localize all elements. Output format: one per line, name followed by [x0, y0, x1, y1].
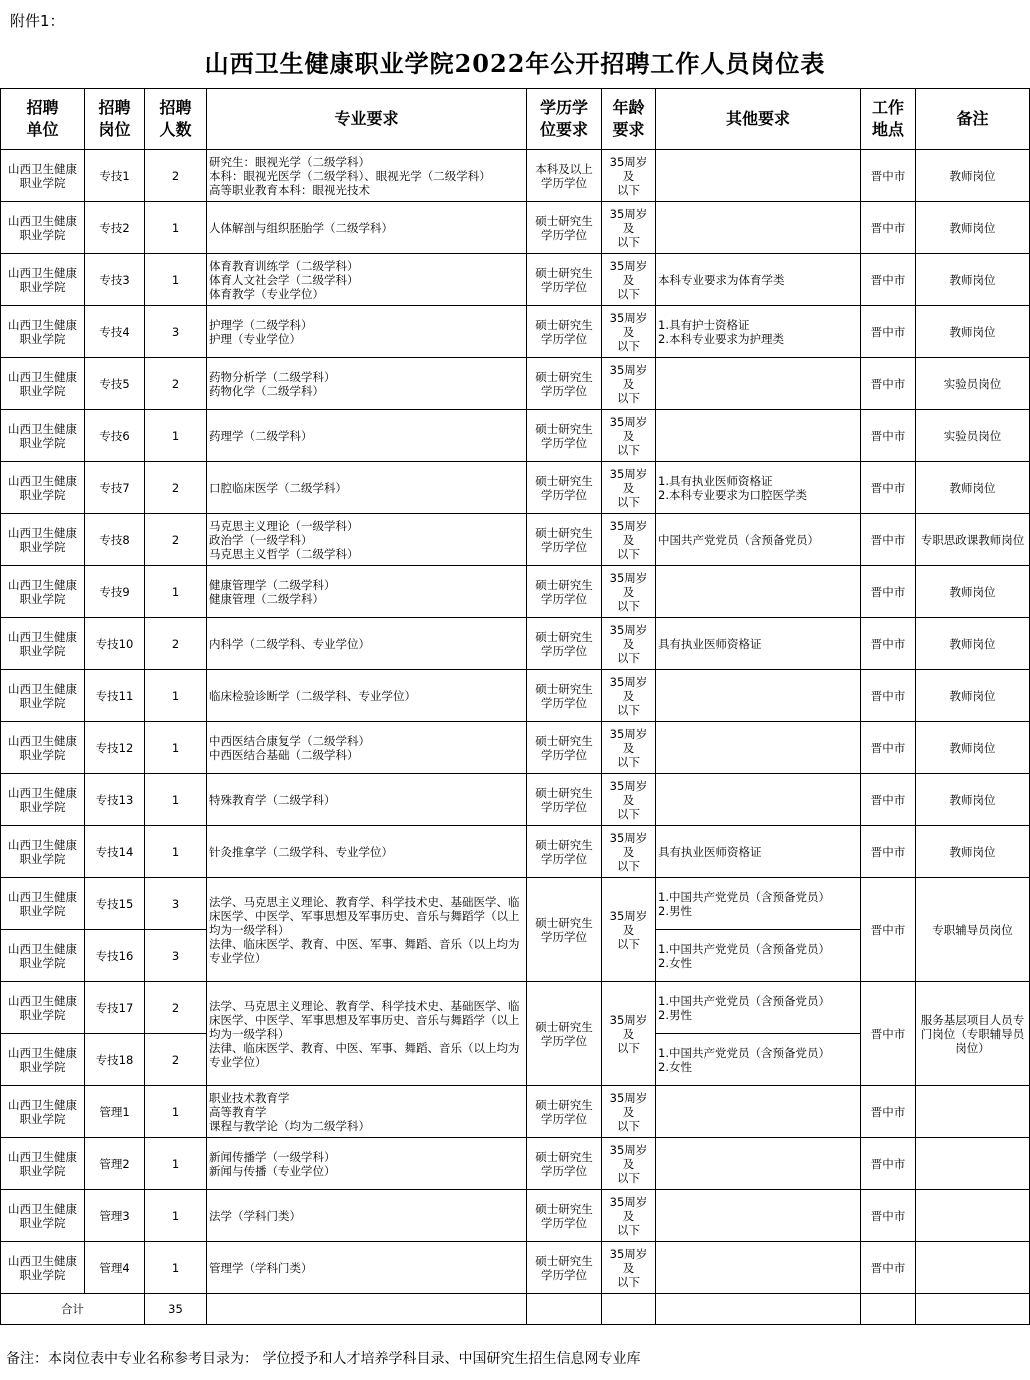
table-row: [1, 1138, 1030, 1190]
age-cell: 35周岁及 以下: [602, 358, 656, 410]
unit-cell: 山西卫生健康 职业学院: [1, 514, 85, 566]
count-cell: 3: [145, 878, 207, 930]
table-row: [1, 462, 1030, 514]
count-cell: 1: [145, 826, 207, 878]
table-row: [1, 982, 1030, 1034]
count-cell: 1: [145, 254, 207, 306]
post-cell: 专技18: [85, 1034, 145, 1086]
education-cell: 硕士研究生 学历学位: [527, 826, 602, 878]
total-count: 35: [145, 1294, 207, 1325]
age-cell: 35周岁及 以下: [602, 410, 656, 462]
major-cell: 药理学（二级学科）: [207, 410, 527, 462]
education-cell: 硕士研究生 学历学位: [527, 878, 602, 982]
empty-cell: [207, 1294, 527, 1325]
other-cell: [656, 1190, 861, 1242]
unit-cell: 山西卫生健康 职业学院: [1, 358, 85, 410]
location-cell: 晋中市: [861, 410, 916, 462]
remark-cell: 实验员岗位: [916, 358, 1030, 410]
post-cell: 专技5: [85, 358, 145, 410]
unit-cell: 山西卫生健康 职业学院: [1, 774, 85, 826]
post-cell: 专技15: [85, 878, 145, 930]
table-row: [1, 1242, 1030, 1294]
header-other: 其他要求: [656, 89, 861, 150]
other-cell: [656, 150, 861, 202]
age-cell: 35周岁及 以下: [602, 202, 656, 254]
footnote: 备注：本岗位表中专业名称参考目录为： 学位授予和人才培养学科目录、中国研究生招生信息网专业库: [6, 1351, 641, 1367]
count-cell: 1: [145, 202, 207, 254]
remark-cell: 教师岗位: [916, 150, 1030, 202]
other-cell: [656, 358, 861, 410]
location-cell: 晋中市: [861, 722, 916, 774]
location-cell: 晋中市: [861, 566, 916, 618]
major-cell: 临床检验诊断学（二级学科、专业学位）: [207, 670, 527, 722]
major-cell: 健康管理学（二级学科） 健康管理（二级学科）: [207, 566, 527, 618]
table-row: [1, 358, 1030, 410]
header-post: 招聘 岗位: [85, 89, 145, 150]
education-cell: 硕士研究生 学历学位: [527, 566, 602, 618]
remark-cell: 教师岗位: [916, 202, 1030, 254]
table-row: [1, 826, 1030, 878]
education-cell: 硕士研究生 学历学位: [527, 1138, 602, 1190]
count-cell: 3: [145, 306, 207, 358]
count-cell: 1: [145, 1190, 207, 1242]
age-cell: 35周岁及 以下: [602, 1242, 656, 1294]
other-cell: [656, 1086, 861, 1138]
education-cell: 硕士研究生 学历学位: [527, 254, 602, 306]
age-cell: 35周岁及 以下: [602, 254, 656, 306]
unit-cell: 山西卫生健康 职业学院: [1, 982, 85, 1034]
other-cell: [656, 1138, 861, 1190]
major-cell: 内科学（二级学科、专业学位）: [207, 618, 527, 670]
other-cell: [656, 722, 861, 774]
location-cell: 晋中市: [861, 150, 916, 202]
age-cell: 35周岁及 以下: [602, 982, 656, 1086]
other-cell: 中国共产党党员（含预备党员）: [656, 514, 861, 566]
post-cell: 专技9: [85, 566, 145, 618]
other-cell: [656, 410, 861, 462]
age-cell: 35周岁及 以下: [602, 150, 656, 202]
remark-cell: [916, 1138, 1030, 1190]
location-cell: 晋中市: [861, 618, 916, 670]
age-cell: 35周岁及 以下: [602, 826, 656, 878]
major-cell: 法学、马克思主义理论、教育学、科学技术史、基础医学、临床医学、中医学、军事思想及军事历史、音乐与舞蹈学（以上均为一级学科） 法律、临床医学、教育、中医、军事、舞蹈、音乐（以上均为专业学位）: [207, 982, 527, 1086]
location-cell: 晋中市: [861, 306, 916, 358]
other-cell: [656, 1242, 861, 1294]
major-cell: 针灸推拿学（二级学科、专业学位）: [207, 826, 527, 878]
count-cell: 1: [145, 670, 207, 722]
table-row: [1, 774, 1030, 826]
other-cell: 1.中国共产党党员（含预备党员） 2.女性: [656, 930, 861, 982]
table-row: [1, 306, 1030, 358]
unit-cell: 山西卫生健康 职业学院: [1, 878, 85, 930]
recruitment-table: [0, 88, 1030, 1325]
remark-cell: 教师岗位: [916, 826, 1030, 878]
remark-cell: 教师岗位: [916, 670, 1030, 722]
header-row: [1, 89, 1030, 150]
post-cell: 专技14: [85, 826, 145, 878]
age-cell: 35周岁及 以下: [602, 1190, 656, 1242]
major-cell: 体育教育训练学（二级学科） 体育人文社会学（二级学科） 体育教学（专业学位）: [207, 254, 527, 306]
count-cell: 1: [145, 722, 207, 774]
table-row: [1, 1190, 1030, 1242]
post-cell: 专技6: [85, 410, 145, 462]
unit-cell: 山西卫生健康 职业学院: [1, 410, 85, 462]
table-row: [1, 566, 1030, 618]
other-cell: 1.具有执业医师资格证 2.本科专业要求为口腔医学类: [656, 462, 861, 514]
post-cell: 专技8: [85, 514, 145, 566]
remark-cell: [916, 1086, 1030, 1138]
age-cell: 35周岁及 以下: [602, 306, 656, 358]
count-cell: 2: [145, 514, 207, 566]
education-cell: 硕士研究生 学历学位: [527, 306, 602, 358]
location-cell: 晋中市: [861, 826, 916, 878]
count-cell: 1: [145, 566, 207, 618]
header-unit: 招聘 单位: [1, 89, 85, 150]
location-cell: 晋中市: [861, 774, 916, 826]
age-cell: 35周岁及 以下: [602, 566, 656, 618]
remark-cell: 教师岗位: [916, 462, 1030, 514]
age-cell: 35周岁及 以下: [602, 462, 656, 514]
education-cell: 硕士研究生 学历学位: [527, 1242, 602, 1294]
remark-cell: [916, 1242, 1030, 1294]
location-cell: 晋中市: [861, 982, 916, 1086]
table-row: [1, 722, 1030, 774]
empty-cell: [527, 1294, 602, 1325]
unit-cell: 山西卫生健康 职业学院: [1, 1190, 85, 1242]
unit-cell: 山西卫生健康 职业学院: [1, 618, 85, 670]
header-age: 年龄 要求: [602, 89, 656, 150]
post-cell: 管理4: [85, 1242, 145, 1294]
header-education: 学历学 位要求: [527, 89, 602, 150]
education-cell: 本科及以上 学历学位: [527, 150, 602, 202]
other-cell: 本科专业要求为体育学类: [656, 254, 861, 306]
remark-cell: [916, 1190, 1030, 1242]
education-cell: 硕士研究生 学历学位: [527, 1190, 602, 1242]
count-cell: 2: [145, 982, 207, 1034]
count-cell: 1: [145, 1242, 207, 1294]
remark-cell: 专职思政课教师岗位: [916, 514, 1030, 566]
unit-cell: 山西卫生健康 职业学院: [1, 1034, 85, 1086]
other-cell: [656, 202, 861, 254]
unit-cell: 山西卫生健康 职业学院: [1, 826, 85, 878]
remark-cell: 教师岗位: [916, 306, 1030, 358]
other-cell: [656, 774, 861, 826]
major-cell: 职业技术教育学 高等教育学 课程与教学论（均为二级学科）: [207, 1086, 527, 1138]
age-cell: 35周岁及 以下: [602, 1138, 656, 1190]
unit-cell: 山西卫生健康 职业学院: [1, 1138, 85, 1190]
education-cell: 硕士研究生 学历学位: [527, 514, 602, 566]
header-count: 招聘 人数: [145, 89, 207, 150]
table-row: [1, 618, 1030, 670]
count-cell: 1: [145, 1086, 207, 1138]
major-cell: 中西医结合康复学（二级学科） 中西医结合基础（二级学科）: [207, 722, 527, 774]
post-cell: 专技11: [85, 670, 145, 722]
remark-cell: 教师岗位: [916, 618, 1030, 670]
education-cell: 硕士研究生 学历学位: [527, 462, 602, 514]
post-cell: 专技7: [85, 462, 145, 514]
location-cell: 晋中市: [861, 202, 916, 254]
empty-cell: [656, 1294, 861, 1325]
unit-cell: 山西卫生健康 职业学院: [1, 202, 85, 254]
unit-cell: 山西卫生健康 职业学院: [1, 306, 85, 358]
post-cell: 管理2: [85, 1138, 145, 1190]
unit-cell: 山西卫生健康 职业学院: [1, 930, 85, 982]
post-cell: 专技12: [85, 722, 145, 774]
table-row: [1, 878, 1030, 930]
age-cell: 35周岁及 以下: [602, 618, 656, 670]
unit-cell: 山西卫生健康 职业学院: [1, 1242, 85, 1294]
location-cell: 晋中市: [861, 462, 916, 514]
post-cell: 专技10: [85, 618, 145, 670]
count-cell: 1: [145, 1138, 207, 1190]
other-cell: 具有执业医师资格证: [656, 826, 861, 878]
header-location: 工作 地点: [861, 89, 916, 150]
age-cell: 35周岁及 以下: [602, 722, 656, 774]
age-cell: 35周岁及 以下: [602, 774, 656, 826]
other-cell: 1.具有护士资格证 2.本科专业要求为护理类: [656, 306, 861, 358]
total-label: 合计: [1, 1294, 145, 1325]
unit-cell: 山西卫生健康 职业学院: [1, 1086, 85, 1138]
unit-cell: 山西卫生健康 职业学院: [1, 722, 85, 774]
count-cell: 2: [145, 150, 207, 202]
header-remark: 备注: [916, 89, 1030, 150]
table-row: [1, 514, 1030, 566]
remark-cell: 实验员岗位: [916, 410, 1030, 462]
remark-cell: 教师岗位: [916, 254, 1030, 306]
location-cell: 晋中市: [861, 1190, 916, 1242]
age-cell: 35周岁及 以下: [602, 670, 656, 722]
count-cell: 2: [145, 358, 207, 410]
post-cell: 专技3: [85, 254, 145, 306]
major-cell: 管理学（学科门类）: [207, 1242, 527, 1294]
education-cell: 硕士研究生 学历学位: [527, 982, 602, 1086]
location-cell: 晋中市: [861, 670, 916, 722]
remark-cell: 服务基层项目人员专门岗位（专职辅导员岗位）: [916, 982, 1030, 1086]
remark-cell: 专职辅导员岗位: [916, 878, 1030, 982]
location-cell: 晋中市: [861, 254, 916, 306]
count-cell: 2: [145, 462, 207, 514]
location-cell: 晋中市: [861, 358, 916, 410]
remark-cell: 教师岗位: [916, 566, 1030, 618]
other-cell: 1.中国共产党党员（含预备党员） 2.男性: [656, 982, 861, 1034]
unit-cell: 山西卫生健康 职业学院: [1, 462, 85, 514]
table-row: [1, 1086, 1030, 1138]
header-major: 专业要求: [207, 89, 527, 150]
major-cell: 特殊教育学（二级学科）: [207, 774, 527, 826]
unit-cell: 山西卫生健康 职业学院: [1, 150, 85, 202]
education-cell: 硕士研究生 学历学位: [527, 1086, 602, 1138]
education-cell: 硕士研究生 学历学位: [527, 358, 602, 410]
remark-cell: 教师岗位: [916, 722, 1030, 774]
count-cell: 2: [145, 618, 207, 670]
table-row: [1, 202, 1030, 254]
major-cell: 口腔临床医学（二级学科）: [207, 462, 527, 514]
table-row: [1, 670, 1030, 722]
empty-cell: [861, 1294, 916, 1325]
remark-cell: 教师岗位: [916, 774, 1030, 826]
page-title: 山西卫生健康职业学院2022年公开招聘工作人员岗位表: [204, 49, 826, 78]
location-cell: 晋中市: [861, 514, 916, 566]
major-cell: 研究生：眼视光学（二级学科） 本科：眼视光医学（二级学科）、眼视光学（二级学科） 高等职业教育本科：眼视光技术: [207, 150, 527, 202]
education-cell: 硕士研究生 学历学位: [527, 774, 602, 826]
post-cell: 管理3: [85, 1190, 145, 1242]
location-cell: 晋中市: [861, 878, 916, 982]
annex-label: 附件1：: [10, 12, 65, 30]
other-cell: 1.中国共产党党员（含预备党员） 2.男性: [656, 878, 861, 930]
unit-cell: 山西卫生健康 职业学院: [1, 670, 85, 722]
age-cell: 35周岁及 以下: [602, 878, 656, 982]
location-cell: 晋中市: [861, 1242, 916, 1294]
other-cell: 1.中国共产党党员（含预备党员） 2.女性: [656, 1034, 861, 1086]
post-cell: 专技1: [85, 150, 145, 202]
table-row: [1, 410, 1030, 462]
age-cell: 35周岁及 以下: [602, 514, 656, 566]
education-cell: 硕士研究生 学历学位: [527, 202, 602, 254]
age-cell: 35周岁及 以下: [602, 1086, 656, 1138]
post-cell: 管理1: [85, 1086, 145, 1138]
table-row: [1, 150, 1030, 202]
count-cell: 2: [145, 1034, 207, 1086]
unit-cell: 山西卫生健康 职业学院: [1, 566, 85, 618]
other-cell: [656, 566, 861, 618]
education-cell: 硕士研究生 学历学位: [527, 618, 602, 670]
location-cell: 晋中市: [861, 1138, 916, 1190]
count-cell: 3: [145, 930, 207, 982]
major-cell: 人体解剖与组织胚胎学（二级学科）: [207, 202, 527, 254]
location-cell: 晋中市: [861, 1086, 916, 1138]
unit-cell: 山西卫生健康 职业学院: [1, 254, 85, 306]
empty-cell: [602, 1294, 656, 1325]
other-cell: [656, 670, 861, 722]
education-cell: 硕士研究生 学历学位: [527, 410, 602, 462]
table-row: [1, 254, 1030, 306]
count-cell: 1: [145, 774, 207, 826]
major-cell: 马克思主义理论（一级学科） 政治学（一级学科） 马克思主义哲学（二级学科）: [207, 514, 527, 566]
empty-cell: [916, 1294, 1030, 1325]
post-cell: 专技16: [85, 930, 145, 982]
major-cell: 法学（学科门类）: [207, 1190, 527, 1242]
post-cell: 专技13: [85, 774, 145, 826]
post-cell: 专技2: [85, 202, 145, 254]
major-cell: 药物分析学（二级学科） 药物化学（二级学科）: [207, 358, 527, 410]
major-cell: 护理学（二级学科） 护理（专业学位）: [207, 306, 527, 358]
major-cell: 新闻传播学（一级学科） 新闻与传播（专业学位）: [207, 1138, 527, 1190]
other-cell: 具有执业医师资格证: [656, 618, 861, 670]
post-cell: 专技17: [85, 982, 145, 1034]
education-cell: 硕士研究生 学历学位: [527, 722, 602, 774]
major-cell: 法学、马克思主义理论、教育学、科学技术史、基础医学、临床医学、中医学、军事思想及军事历史、音乐与舞蹈学（以上均为一级学科） 法律、临床医学、教育、中医、军事、舞蹈、音乐（以上均为专业学位）: [207, 878, 527, 982]
post-cell: 专技4: [85, 306, 145, 358]
education-cell: 硕士研究生 学历学位: [527, 670, 602, 722]
count-cell: 1: [145, 410, 207, 462]
total-row: [1, 1294, 1030, 1325]
